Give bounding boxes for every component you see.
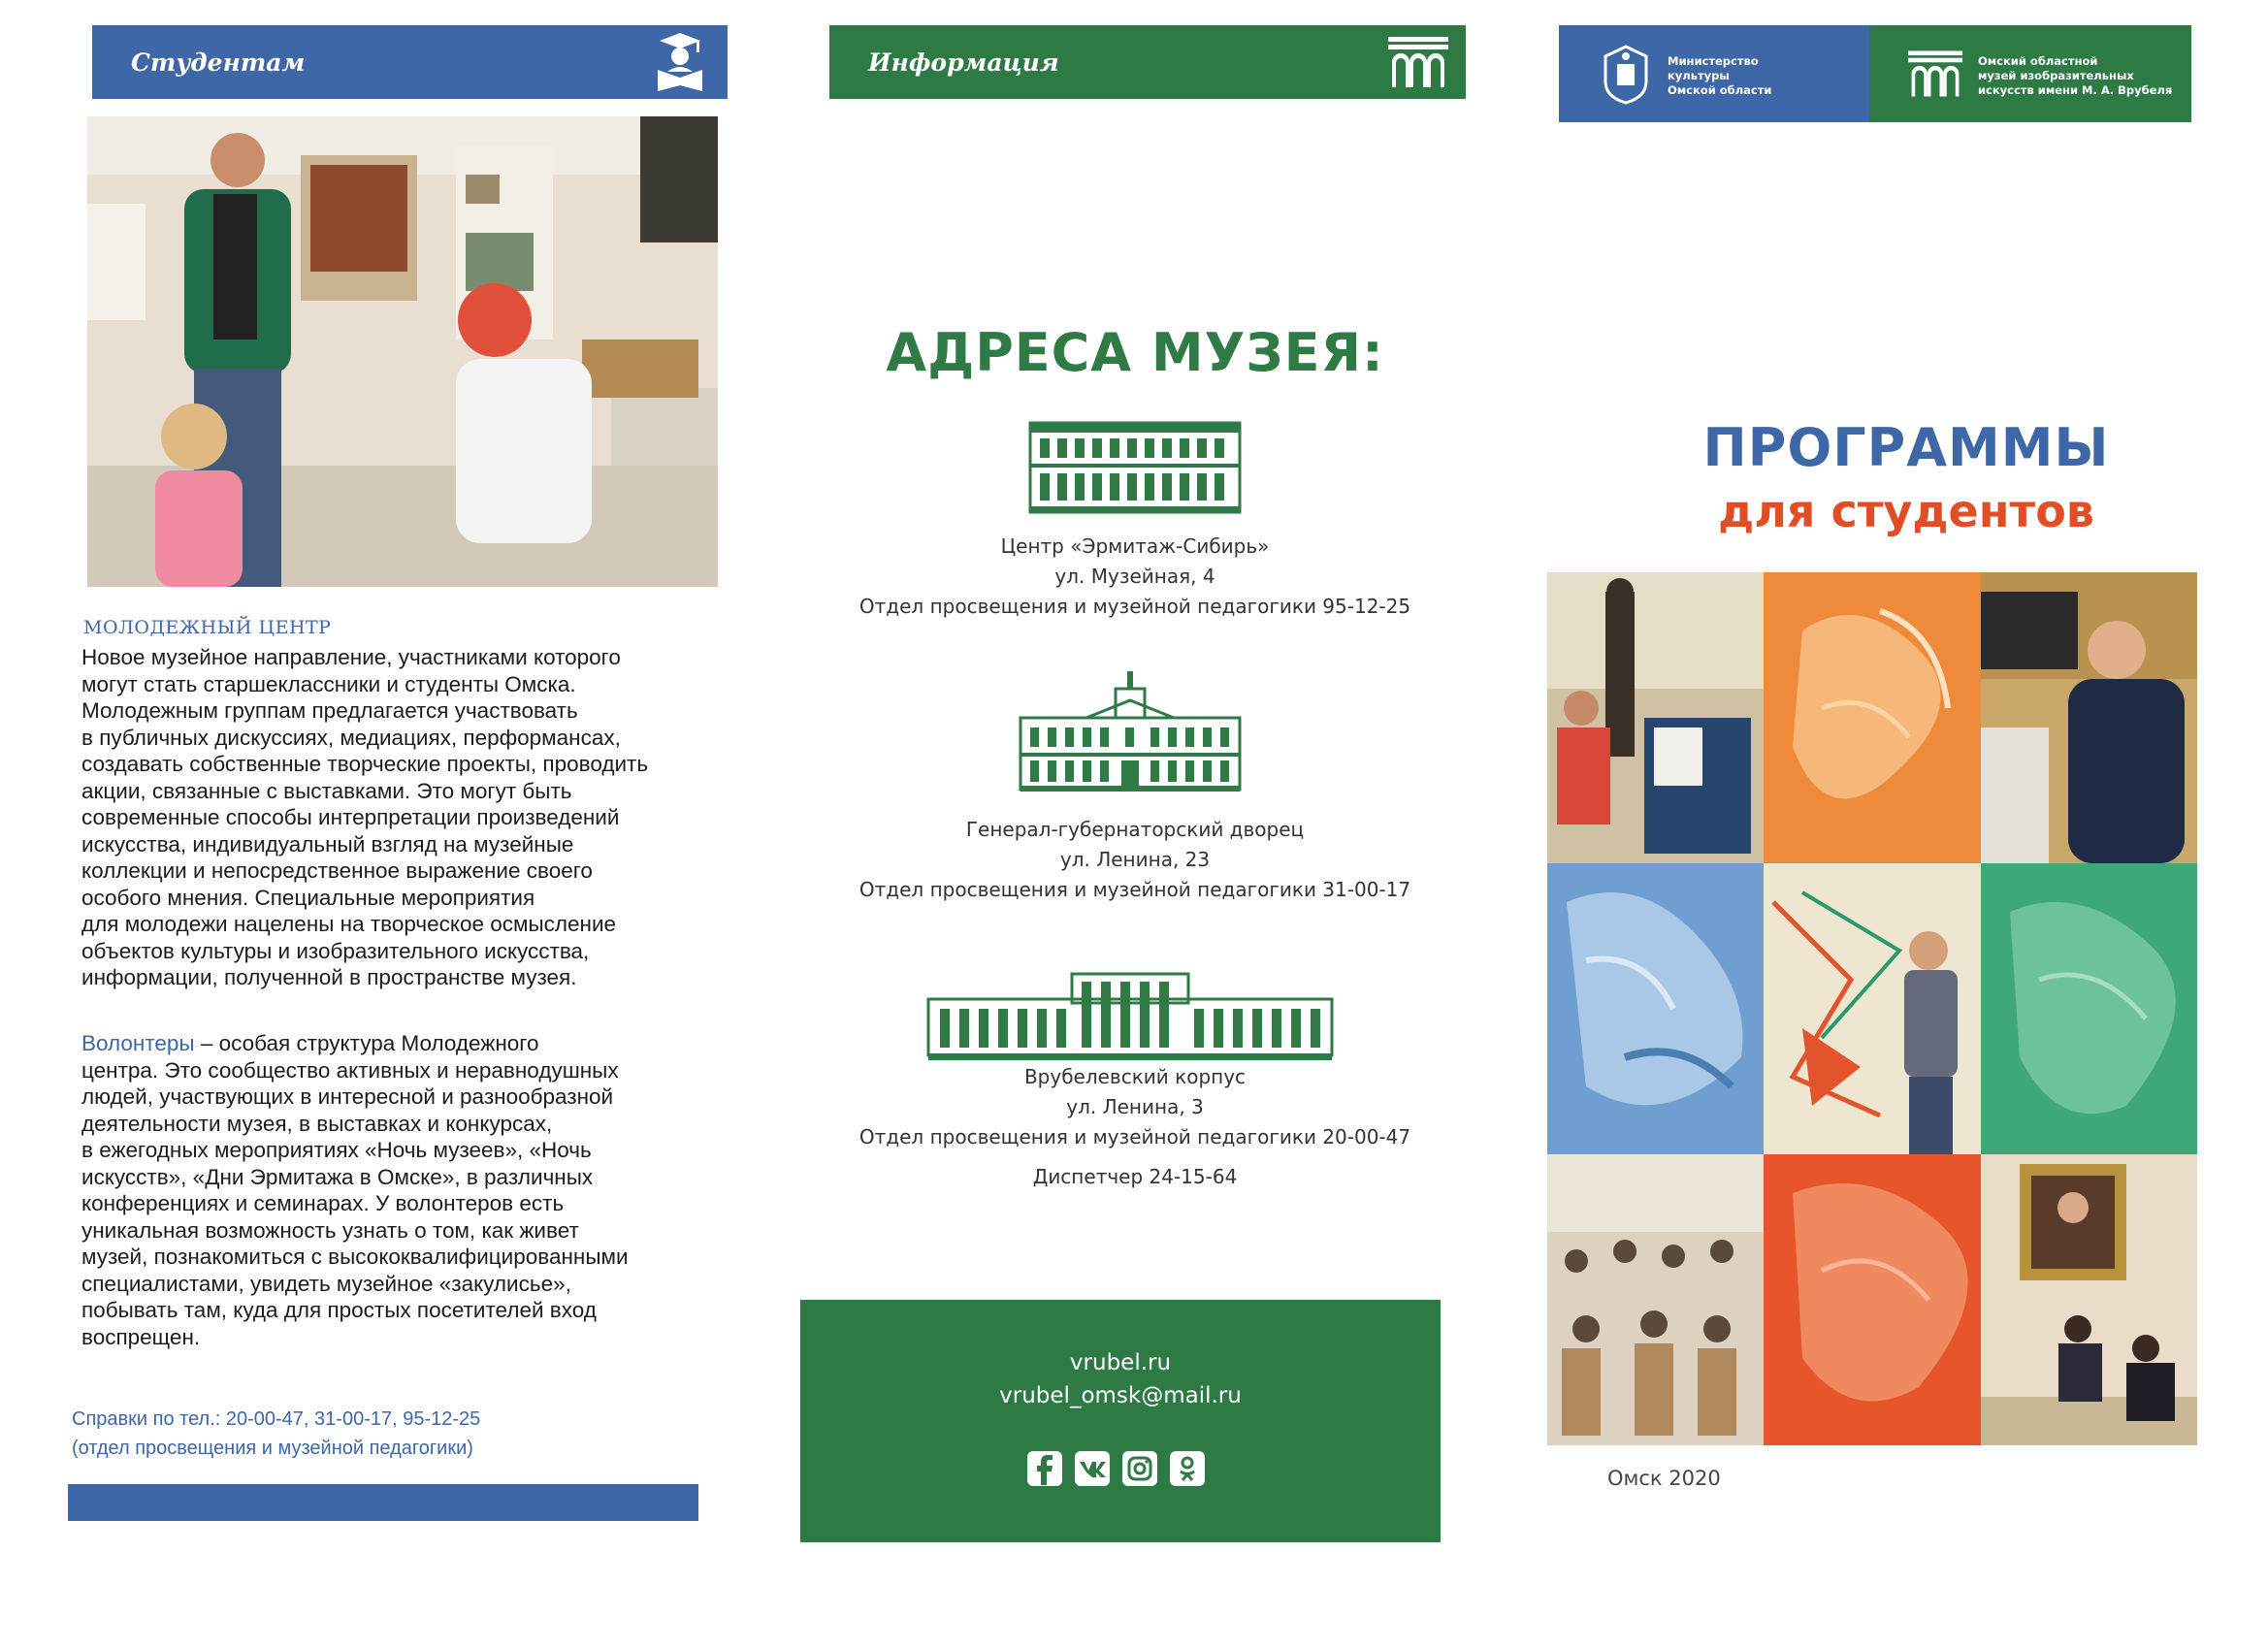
cover-panel xyxy=(1538,0,2217,1571)
address-department: Отдел просвещения и музейной педагогики 20-00-47 xyxy=(859,1125,1411,1148)
mosaic-photo-painting-wall xyxy=(1764,863,1981,1154)
cover-mosaic xyxy=(1547,572,2197,1465)
volunteers-text: – особая структура Молодежного центра. Это сообщество активных и неравнодушных людей, участвующих в интересной и разнообразной деятельности музея, в выставках и конкурсах, в ежегодных мероприятиях «Ночь музеев», «Ночь искусств», «Дни Эрмитажа в Омске», в различных конференциях и семинарах. У волонтеров есть уникальная возможность узнать о том, как живет музей, познакомиться с высококвалифицированными специалистами, увидеть музейное «закулисье», побывать там, куда для простых посетителей вход воспрещен. xyxy=(81,1031,629,1349)
address-item xyxy=(791,532,1479,622)
students-footer-bar xyxy=(68,1484,698,1521)
students-photo xyxy=(87,116,718,587)
info-header-label: Информация xyxy=(868,48,1059,77)
odnoklassniki-icon[interactable] xyxy=(1169,1450,1206,1487)
facebook-icon[interactable] xyxy=(1026,1450,1063,1487)
address-department: Отдел просвещения и музейной педагогики 31-00-17 xyxy=(859,878,1411,901)
mosaic-red-texture xyxy=(1764,1154,1981,1445)
students-panel xyxy=(68,0,747,1571)
governors-palace-building-icon xyxy=(1019,669,1242,795)
email-link[interactable]: vrubel_omsk@mail.ru xyxy=(999,1383,1242,1408)
mosaic-photo-classroom xyxy=(1547,1154,1764,1445)
website-link[interactable]: vrubel.ru xyxy=(1069,1350,1172,1375)
ministry-text: Министерство культуры Омской области xyxy=(1668,54,1772,97)
coat-of-arms-icon xyxy=(1598,43,1654,105)
museum-text: Омский областной музей изобразительных искусств имени М. А. Врубеля xyxy=(1978,54,2173,97)
mosaic-blue-texture xyxy=(1547,863,1764,1154)
hermitage-siberia-building-icon xyxy=(1028,419,1242,516)
mosaic-photo-gallery xyxy=(1981,1154,2197,1445)
museum-logo-icon xyxy=(1388,37,1448,87)
mosaic-orange-texture xyxy=(1764,572,1981,863)
addresses-title: АДРЕСА МУЗЕЯ: xyxy=(886,322,1384,383)
youth-center-text: Новое музейное направление, участниками которого могут стать старшеклассники и студенты Омска. Молодежным группам предлагается участвовать в публичных дискуссиях, медиациях, перформансах, создавать собственные творческие проекты, проводить акции, связанные с выставками. Это могут быть современные способы интерпретации произведений искусства, индивидуальный взгляд на музейные коллекции и непосредственное выражение своего особого мнения. Специальные мероприятия для молодежи нацелены на творческое осмысление объектов культуры и изобразительного искусства, информации, полученной в пространстве музея. xyxy=(81,645,649,989)
instagram-icon[interactable] xyxy=(1121,1450,1158,1487)
cover-top-bar xyxy=(1559,25,2191,122)
student-reading-icon xyxy=(652,31,708,93)
address-street: ул. Музейная, 4 xyxy=(1054,565,1215,588)
city-year: Омск 2020 xyxy=(1607,1467,1721,1490)
museum-block xyxy=(1869,25,2191,122)
mosaic-green-texture xyxy=(1981,863,2197,1154)
address-street: ул. Ленина, 23 xyxy=(1059,848,1211,871)
cover-title: ПРОГРАММЫ xyxy=(1702,417,2110,478)
cover-subtitle: для студентов xyxy=(1718,485,2094,537)
volunteers-title: Волонтеры xyxy=(81,1031,195,1055)
address-street: ул. Ленина, 3 xyxy=(1066,1095,1204,1118)
dispatcher-phone: Диспетчер 24-15-64 xyxy=(1032,1165,1238,1188)
vk-icon[interactable] xyxy=(1074,1450,1111,1487)
contact-box xyxy=(800,1300,1441,1542)
address-name: Генерал-губернаторский дворец xyxy=(965,818,1305,841)
address-name: Центр «Эрмитаж-Сибирь» xyxy=(1000,534,1270,558)
volunteers-paragraph xyxy=(81,1030,751,1350)
address-department: Отдел просвещения и музейной педагогики 95-12-25 xyxy=(859,595,1411,618)
youth-center-title: МОЛОДЕЖНЫЙ ЦЕНТР xyxy=(83,617,332,638)
mosaic-photo-student xyxy=(1981,572,2197,863)
contact-note: Справки по тел.: 20-00-47, 31-00-17, 95-12-25 (отдел просвещения и музейной педагогики) xyxy=(72,1408,481,1459)
museum-logo-icon xyxy=(1908,45,1962,103)
vrubel-building-icon xyxy=(926,970,1334,1062)
ministry-block xyxy=(1559,25,1869,122)
address-item xyxy=(791,815,1479,905)
address-item xyxy=(791,1062,1479,1152)
students-header-label: Студентам xyxy=(131,48,306,77)
students-header xyxy=(92,25,728,99)
info-panel xyxy=(791,0,1479,1571)
info-header xyxy=(829,25,1466,99)
mosaic-photo-sculpture xyxy=(1547,572,1764,863)
address-name: Врубелевский корпус xyxy=(1023,1065,1247,1088)
